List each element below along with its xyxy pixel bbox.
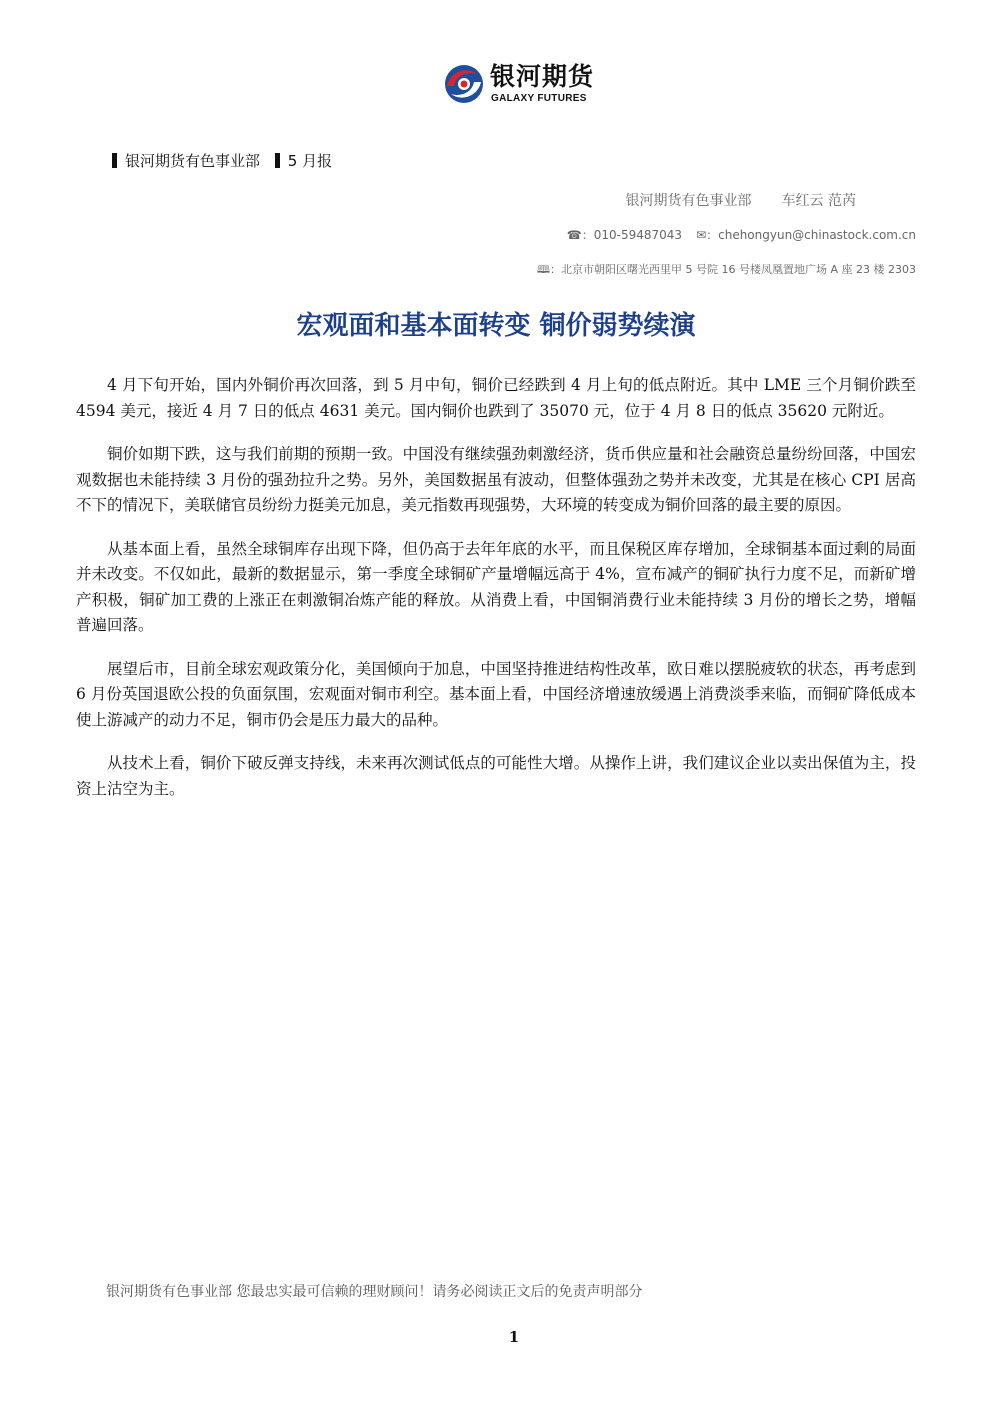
email-address: ✉：chehongyun@chinastock.com.cn: [696, 228, 916, 242]
body-paragraph: 4 月下旬开始，国内外铜价再次回落，到 5 月中旬，铜价已经跌到 4 月上旬的低点附近。其中 LME 三个月铜价跌至 4594 美元，接近 4 月 7 日的低点 4631 美元。国内铜价也跌到了 35070 元，位于 4 月 8 日的低点 35620 元附近。: [76, 376, 916, 420]
report-header-line: [112, 150, 332, 172]
body-paragraph: 从基本面上看，虽然全球铜库存出现下降，但仍高于去年年底的水平，而且保税区库存增加，全球铜基本面过剩的局面并未改变。不仅如此，最新的数据显示，第一季度全球铜矿产量增幅远高于 4%，宣布减产的铜矿执行力度不足，而新矿增产积极，铜矿加工费的上涨正在刺激铜冶炼产能的释放。从消费上看，中国铜消费行业未能持续 3 月份的增长之势，增幅普遍回落。: [76, 539, 916, 634]
office-address: 🕮：北京市朝阳区曙光西里甲 5 号院 16 号楼凤凰置地广场 A 座 23 楼 2303: [537, 263, 916, 276]
logo-english-text: GALAXY FUTURES: [491, 93, 587, 104]
body-paragraph: 铜价如期下跌，这与我们前期的预期一致。中国没有继续强劲刺激经济，货币供应量和社会融资总量纷纷回落，中国宏观数据也未能持续 3 月份的强劲拉升之势。另外，美国数据虽有波动，但整体强劲之势并未改变，尤其是在核心 CPI 居高不下的情况下，美联储官员纷纷力挺美元加息，美元指数再现强势，大环境的转变成为铜价回落的最主要的原因。: [76, 445, 916, 514]
report-title: 宏观面和基本面转变 铜价弱势续演: [296, 311, 696, 341]
company-logo: [444, 62, 604, 106]
header-report-type: 5 月报: [287, 152, 333, 170]
author-line: [626, 190, 856, 212]
header-dept: 银河期货有色事业部: [125, 152, 261, 170]
phone-number: ☎：010-59487043: [566, 228, 683, 242]
header-bar-marker: [275, 153, 280, 168]
body-paragraph: 从技术上看，铜价下破反弹支持线，未来再次测试低点的可能性大增。从操作上讲，我们建议企业以卖出保值为主，投资上沽空为主。: [76, 754, 916, 798]
author-dept: 银河期货有色事业部: [625, 193, 752, 209]
logo-chinese-text: 银河期货: [490, 62, 595, 91]
header-bar-marker: [112, 153, 117, 168]
body-paragraph: 展望后市，目前全球宏观政策分化，美国倾向于加息，中国坚持推进结构性改革，欧日难以摆脱疲软的状态，再考虑到 6 月份英国退欧公投的负面氛围，宏观面对铜市利空。基本面上看，中国经济增速放缓遇上消费淡季来临，而铜矿降低成本使上游减产的动力不足，铜市仍会是压力最大的品种。: [76, 659, 916, 729]
author-names: 车红云 范芮: [781, 193, 856, 209]
footer-disclaimer-note: 银河期货有色事业部 您最忠实最可信赖的理财顾问！请务必阅读正文后的免责声明部分: [106, 1284, 643, 1300]
galaxy-logo-icon: [444, 64, 484, 104]
report-body: [76, 373, 916, 820]
page-number: 1: [508, 1328, 520, 1346]
contact-line: [567, 226, 916, 244]
